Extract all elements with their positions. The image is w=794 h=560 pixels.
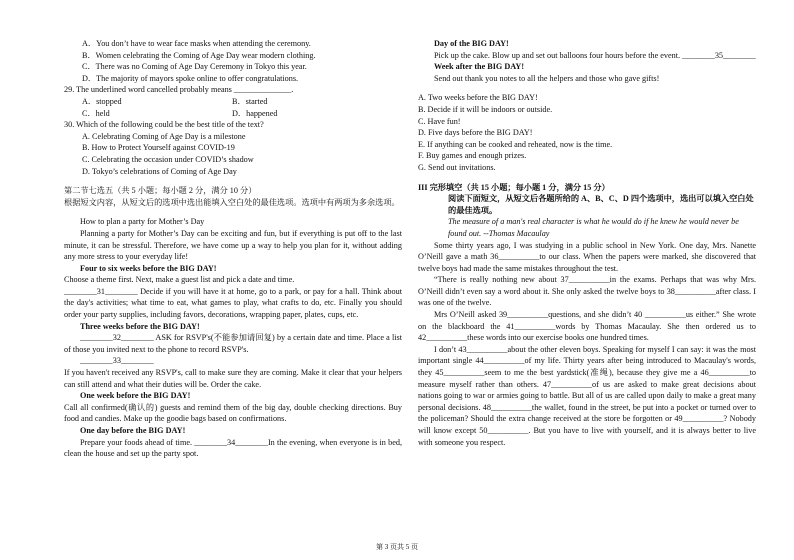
passage-paragraph-7: Pick up the cake. Blow up and set out balloons four hours before the event. ________35________ [434,50,756,60]
q28-option-d: D．The majority of mayors spoke online to offer congratulations. [82,73,299,83]
passage-title: How to plan a party for Mother’s Day [80,217,205,227]
passage-paragraph-5: Call all confirmed(确认的) guests and remind them of the big day, double checking directions. Buy food and candies. Make up the goodie bags based on confirmations. [64,402,402,424]
section-instructions-seven-five: 根据短文内容，从短文后的选项中选出能填入空白处的最佳选项。选项中有两项为多余选项。 [64,197,400,207]
seven-five-option-b: B. Decide if it will be indoors or outside. [418,104,553,114]
passage-paragraph-2a: Choose a theme first. Next, make a guest list and pick a date and time. [64,275,295,285]
section-title-cloze: III 完形填空（共 15 小题；每小题 1 分，满分 15 分） [418,182,610,192]
q29-options-row1 [64,96,402,108]
q29-stem: 29. The underlined word cancelled probably means ______________. [64,85,294,95]
heading-one-day: One day before the BIG DAY! [80,426,186,435]
heading-one-week: One week before the BIG DAY! [80,391,191,401]
passage-paragraph-4: If you haven't received any RSVP's, call to make sure they are coming. Make it clear that your helpers can still attend and what their duties will be. Order the cake. [64,368,402,389]
passage-paragraph-3: ________32________ ASK for RSVP's(不能参加请回复) by a certain date and time. Place a list of those you invited next to the phone to record RSVP's. [64,333,402,354]
q30-option-d: D. Tokyo’s celebrations of Coming of Age Day [82,166,237,176]
seven-five-option-f: F. Buy games and enough prizes. [418,151,527,161]
blank-33: ________33________ [80,356,154,366]
cloze-paragraph-1: Some thirty years ago, I was studying in a public school in New York. One day, Mrs. Nanette O’Neill gave a math 36__________to our class. When the papers were marked, she discovered that twelve boys had made the same mistakes throughout the test. [418,240,756,273]
q28-option-a: A．You don’t have to wear face masks when attending the ceremony. [82,39,311,48]
q30-option-c: C. Celebrating the occasion under COVID’s shadow [82,154,254,164]
q29-option-b: B．started [232,96,268,106]
q30-option-b: B. How to Protect Yourself against COVID-19 [82,143,235,153]
passage-paragraph-6: Prepare your foods ahead of time. ________34________In the evening, when everyone is in bed, clean the house and set up the party spot. [64,437,402,459]
section-instructions-cloze: 阅读下面短文，从短文后各题所给的 A、B、C、D 四个选项中，选出可以填入空白处的最佳选项。 [448,194,754,215]
q30-option-a: A. Celebrating Coming of Age Day is a milestone [82,131,246,141]
cloze-paragraph-4: I don’t 43__________about the other eleven boys. Speaking for myself I can say: it was the most important single 44__________of my life. Thirty years after being introduced to Macaulay's words, they 45__________seem to me the best yardstick(准绳), because they give me a 46__________to measure myself rather than others. 47__________of us are asked to make great decisions about nations going to war or armies going to battle. But all of us are called upon daily to make a great many personal decisions. 48__________the wallet, found in the street, be put into a pocket or turned over to the policeman? Should the extra change received at the store be forgotten or 49__________? Nobody will know except 50__________. But you have to live with yourself, and it is always better to live with someone you respect. [418,344,756,447]
page-footer: 第 3 页共 5 页 [376,543,418,551]
passage-paragraph-1: Planning a party for Mother’s Day can be exciting and fun, but if everything is put off to the last minute, it can be stressful. Therefore, we have come up a way to help you plan for it, without adding any more stress to your everyday life! [64,228,402,262]
heading-three-weeks: Three weeks before the BIG DAY! [80,321,200,331]
q30-stem: 30. Which of the following could be the best title of the text? [64,120,264,130]
q29-options-row2 [64,108,402,120]
heading-four-six-weeks: Four to six weeks before the BIG DAY! [80,263,217,273]
q28-option-b: B．Women celebrating the Coming of Age Day wear modern clothing. [82,50,316,60]
cloze-paragraph-3: Mrs O’Neill asked 39__________questions, and she didn’t 40 __________us either.” She wrote on the blackboard the 41__________words by Thomas Macaulay. She then ordered us to 42__________these words into our exercise books one hundred times. [418,310,756,343]
right-column [418,38,756,448]
q29-option-a: A．stopped [82,96,122,106]
q29-option-d: D．happened [232,108,278,118]
passage-paragraph-2b: ________31________ Decide if you will have it at home, go to a park, or pay for a hall. Think about the day's activities; what time to eat, what games to play, what crafts to do, etc. Finally you should order your party supplies, including favors, decorations, wrapping paper, plates, cups, etc. [64,286,402,320]
q29-option-c: C．held [82,108,110,118]
seven-five-option-e: E. If anything can be cooked and reheated, now is the time. [418,139,613,149]
left-column [64,38,402,460]
q28-option-c: C．There was no Coming of Age Day Ceremony in Tokyo this year. [82,62,307,72]
seven-five-option-c: C. Have fun! [418,116,461,126]
seven-five-option-a: A. Two weeks before the BIG DAY! [418,93,538,103]
seven-five-option-g: G. Send out invitations. [418,162,496,172]
section-title-seven-five: 第二节七选五（共 5 小题；每小题 2 分，满分 10 分） [64,186,257,196]
heading-week-after: Week after the BIG DAY! [434,62,525,72]
seven-five-option-d: D. Five days before the BIG DAY! [418,128,533,138]
heading-day-of: Day of the BIG DAY! [434,39,509,48]
passage-paragraph-8: Send out thank you notes to all the helpers and those who gave gifts! [434,73,660,83]
cloze-paragraph-2: “There is really nothing new about 37__________in the exams. Perhaps that was why Mrs. O’Neill didn’t even say a word about it. She only asked the twelve boys to 38__________after class. I was one of the twelve. [418,275,756,308]
epigraph-quote: The measure of a man's real character is what he would do if he knew he would never be found out. --Thomas Macaulay [448,217,739,238]
